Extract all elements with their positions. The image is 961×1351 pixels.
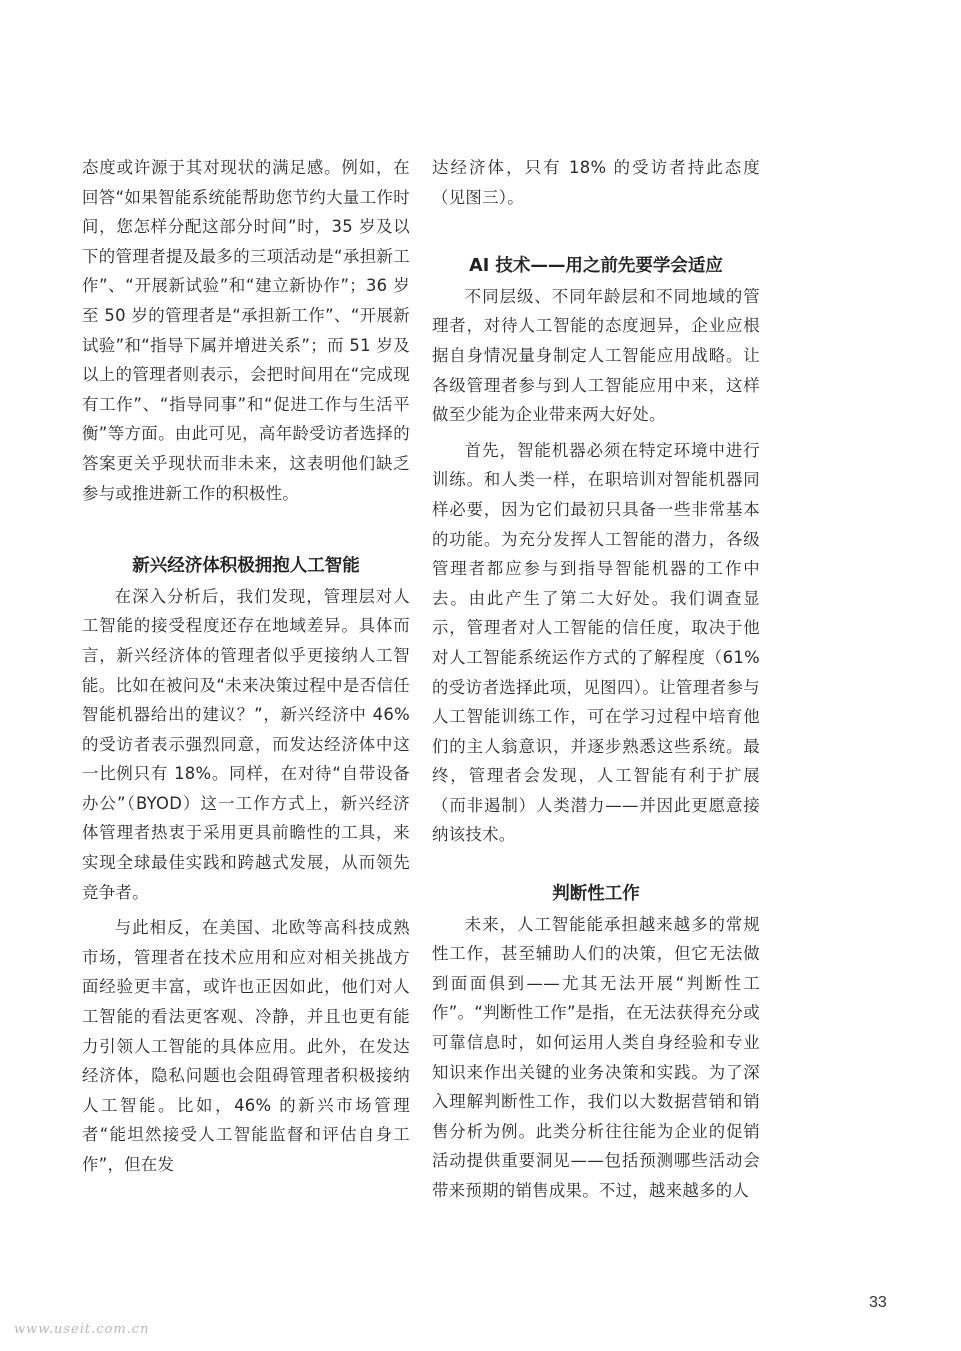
- page-number: 33: [869, 1294, 887, 1311]
- section-heading-emerging-economies: 新兴经济体积极拥抱人工智能: [132, 556, 360, 577]
- paragraph: 在深入分析后，我们发现，管理层对人工智能的接受程度还存在地域差异。具体而言，新兴经济体的管理者似乎更接纳人工智能。比如在被问及“未来决策过程中是否信任智能机器给出的建议？”，新兴经济中 46% 的受访者表示强烈同意，而发达经济体中这一比例只有 18%。同样，在对待“自带设备办公”（BYOD）这一工作方式上，新兴经济体管理者热衷于采用更具前瞻性的工具，来实现全球最佳实践和跨越式发展，从而领先竞争者。: [82, 586, 410, 902]
- paragraph: 未来，人工智能能承担越来越多的常规性工作，甚至辅助人们的决策，但它无法做到面面俱到——尤其无法开展“判断性工作”。“判断性工作”是指，在无法获得充分或可靠信息时，如何运用人类自身经验和专业知识来作出关键的业务决策和实践。为了深入理解判断性工作，我们以大数据营销和销售分析为例。此类分析往往能为企业的促销活动提供重要洞见——包括预测哪些活动会带来预期的销售成果。不过，越来越多的人: [432, 914, 760, 1200]
- section-heading-ai-adaptation: AI 技术——用之前先要学会适应: [469, 256, 723, 277]
- paragraph-continued: 达经济体，只有 18% 的受访者持此态度（见图三）。: [432, 158, 760, 207]
- left-column: [82, 153, 410, 1180]
- paragraph: 首先，智能机器必须在特定环境中进行训练。和人类一样，在职培训对智能机器同样必要，因为它们最初只具备一些非常基本的功能。为充分发挥人工智能的潜力，各级管理者都应参与到指导智能机器的工作中去。由此产生了第二大好处。我们调查显示，管理者对人工智能的信任度，取决于他对人工智能系统运作方式的了解程度（61% 的受访者选择此项，见图四）。让管理者参与人工智能训练工作，可在学习过程中培育他们的主人翁意识，并逐步熟悉这些系统。最终，管理者会发现，人工智能有利于扩展（而非遏制）人类潜力——并因此更愿意接纳该技术。: [432, 440, 760, 845]
- paragraph: 不同层级、不同年龄层和不同地域的管理者，对待人工智能的态度迥异，企业应根据自身情况量身制定人工智能应用战略。让各级管理者参与到人工智能应用中来，这样做至少能为企业带来两大好处。: [432, 286, 760, 425]
- right-column: [432, 153, 760, 1206]
- section-heading-judgment-work: 判断性工作: [552, 884, 640, 905]
- paragraph-continued: 态度或许源于其对现状的满足感。例如，在回答“如果智能系统能帮助您节约大量工作时间，您怎样分配这部分时间”时，35 岁及以下的管理者提及最多的三项活动是“承担新工作”、“开展新试验”和“建立新协作”；36 岁至 50 岁的管理者是“承担新工作”、“开展新试验”和“指导下属并增进关系”；而 51 岁及以上的管理者则表示，会把时间用在“完成现有工作”、“指导同事”和“促进工作与生活平衡”等方面。由此可见，高年龄受访者选择的答案更关乎现状而非未来，这表明他们缺乏参与或推进新工作的积极性。: [82, 158, 410, 503]
- paragraph: 与此相反，在美国、北欧等高科技成熟市场，管理者在技术应用和应对相关挑战方面经验更丰富，或许也正因如此，他们对人工智能的看法更客观、冷静，并且也更有能力引领人工智能的具体应用。此外，在发达经济体，隐私问题也会阻碍管理者积极接纳人工智能。比如，46% 的新兴市场管理者“能坦然接受人工智能监督和评估自身工作”，但在发: [82, 918, 410, 1174]
- watermark: www.useit.com.cn: [14, 1322, 150, 1337]
